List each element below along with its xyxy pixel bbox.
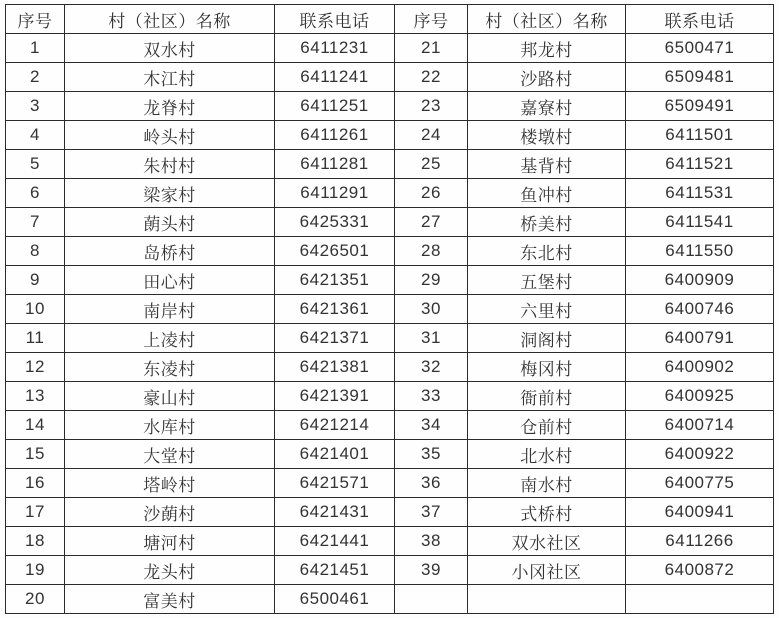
- village-name-cell-left: 豪山村: [65, 382, 275, 411]
- serial-cell-left: 14: [6, 411, 65, 440]
- phone-cell-right: 6500471: [626, 34, 774, 63]
- village-name-cell-right: 五堡村: [468, 266, 626, 295]
- village-name-cell-right: 仓前村: [468, 411, 626, 440]
- phone-cell-left: 6411261: [275, 121, 395, 150]
- village-name-cell-right: 南水村: [468, 469, 626, 498]
- village-name-cell-right: 梅冈村: [468, 353, 626, 382]
- serial-cell-right: 34: [395, 411, 468, 440]
- phone-cell-left: 6411281: [275, 150, 395, 179]
- phone-cell-left: 6500461: [275, 585, 395, 614]
- serial-cell-right: 24: [395, 121, 468, 150]
- phone-cell-left: 6411251: [275, 92, 395, 121]
- village-name-cell-left: 上凌村: [65, 324, 275, 353]
- phone-cell-left: 6421571: [275, 469, 395, 498]
- phone-cell-left: 6411241: [275, 63, 395, 92]
- phone-cell-right: 6411521: [626, 150, 774, 179]
- table-row: [6, 585, 774, 614]
- table-row: [6, 295, 774, 324]
- village-name-cell-left: 梁家村: [65, 179, 275, 208]
- table-row: [6, 179, 774, 208]
- table-row: [6, 324, 774, 353]
- serial-cell-left: 16: [6, 469, 65, 498]
- phone-cell-right: [626, 585, 774, 614]
- village-name-cell-right: 双水社区: [468, 527, 626, 556]
- serial-cell-right: 28: [395, 237, 468, 266]
- serial-cell-right: 36: [395, 469, 468, 498]
- serial-cell-left: 12: [6, 353, 65, 382]
- phone-cell-left: 6421451: [275, 556, 395, 585]
- village-name-cell-left: 龙头村: [65, 556, 275, 585]
- village-name-cell-right: 沙路村: [468, 63, 626, 92]
- serial-cell-left: 13: [6, 382, 65, 411]
- phone-cell-right: 6509491: [626, 92, 774, 121]
- phone-cell-right: 6400925: [626, 382, 774, 411]
- village-name-cell-left: 木江村: [65, 63, 275, 92]
- serial-cell-left: 19: [6, 556, 65, 585]
- village-name-cell-left: 富美村: [65, 585, 275, 614]
- table-row: [6, 411, 774, 440]
- phone-cell-right: 6411550: [626, 237, 774, 266]
- village-name-cell-right: 东北村: [468, 237, 626, 266]
- village-name-cell-right: 基背村: [468, 150, 626, 179]
- table-row: [6, 208, 774, 237]
- phone-cell-left: 6421441: [275, 527, 395, 556]
- phone-cell-right: 6400714: [626, 411, 774, 440]
- serial-cell-left: 4: [6, 121, 65, 150]
- village-name-cell-right: 北水村: [468, 440, 626, 469]
- village-name-cell-right: 小冈社区: [468, 556, 626, 585]
- serial-cell-left: 9: [6, 266, 65, 295]
- col-header-phone-right: 联系电话: [626, 5, 774, 34]
- table-row: [6, 92, 774, 121]
- col-header-serial-left: 序号: [6, 5, 65, 34]
- serial-cell-right: 33: [395, 382, 468, 411]
- serial-cell-left: 17: [6, 498, 65, 527]
- col-header-phone-left: 联系电话: [275, 5, 395, 34]
- serial-cell-left: 3: [6, 92, 65, 121]
- col-header-name-right: 村（社区）名称: [468, 5, 626, 34]
- phone-cell-right: 6400941: [626, 498, 774, 527]
- phone-cell-left: 6421401: [275, 440, 395, 469]
- village-name-cell-right: 洞阁村: [468, 324, 626, 353]
- phone-cell-left: 6411231: [275, 34, 395, 63]
- village-name-cell-right: 嘉寮村: [468, 92, 626, 121]
- village-name-cell-left: 岛桥村: [65, 237, 275, 266]
- phone-cell-right: 6400791: [626, 324, 774, 353]
- serial-cell-right: 37: [395, 498, 468, 527]
- village-name-cell-left: 龙脊村: [65, 92, 275, 121]
- phone-cell-left: 6421381: [275, 353, 395, 382]
- col-header-serial-right: 序号: [395, 5, 468, 34]
- village-name-cell-left: 朱村村: [65, 150, 275, 179]
- village-name-cell-left: 蓢头村: [65, 208, 275, 237]
- phone-cell-right: 6400775: [626, 469, 774, 498]
- phone-cell-right: 6400872: [626, 556, 774, 585]
- village-name-cell-right: 楼墩村: [468, 121, 626, 150]
- phone-cell-left: 6411291: [275, 179, 395, 208]
- village-name-cell-right: 六里村: [468, 295, 626, 324]
- serial-cell-left: 1: [6, 34, 65, 63]
- village-name-cell-right: 衙前村: [468, 382, 626, 411]
- village-name-cell-right: 邦龙村: [468, 34, 626, 63]
- table-row: [6, 34, 774, 63]
- phone-cell-right: 6400922: [626, 440, 774, 469]
- village-name-cell-left: 南岸村: [65, 295, 275, 324]
- table-row: [6, 382, 774, 411]
- phone-cell-right: 6400902: [626, 353, 774, 382]
- table-row: [6, 527, 774, 556]
- serial-cell-left: 11: [6, 324, 65, 353]
- serial-cell-right: 23: [395, 92, 468, 121]
- table-row: [6, 237, 774, 266]
- table-row: [6, 63, 774, 92]
- village-name-cell-right: 鱼冲村: [468, 179, 626, 208]
- serial-cell-right: 35: [395, 440, 468, 469]
- village-name-cell-left: 大堂村: [65, 440, 275, 469]
- serial-cell-left: 8: [6, 237, 65, 266]
- village-name-cell-right: [468, 585, 626, 614]
- serial-cell-right: 25: [395, 150, 468, 179]
- phone-cell-right: 6400746: [626, 295, 774, 324]
- header-row: [6, 5, 774, 34]
- serial-cell-right: 38: [395, 527, 468, 556]
- serial-cell-right: 27: [395, 208, 468, 237]
- table-row: [6, 353, 774, 382]
- phone-cell-right: 6411531: [626, 179, 774, 208]
- phone-cell-left: 6425331: [275, 208, 395, 237]
- phone-cell-left: 6421431: [275, 498, 395, 527]
- serial-cell-right: [395, 585, 468, 614]
- serial-cell-left: 6: [6, 179, 65, 208]
- table-row: [6, 440, 774, 469]
- village-name-cell-left: 田心村: [65, 266, 275, 295]
- village-name-cell-left: 水库村: [65, 411, 275, 440]
- serial-cell-left: 15: [6, 440, 65, 469]
- phone-cell-left: 6421361: [275, 295, 395, 324]
- table-row: [6, 266, 774, 295]
- village-name-cell-left: 沙蓢村: [65, 498, 275, 527]
- serial-cell-left: 10: [6, 295, 65, 324]
- phone-cell-right: 6411266: [626, 527, 774, 556]
- table-row: [6, 498, 774, 527]
- table-row: [6, 556, 774, 585]
- serial-cell-right: 30: [395, 295, 468, 324]
- village-name-cell-left: 塘河村: [65, 527, 275, 556]
- phone-cell-left: 6421351: [275, 266, 395, 295]
- village-name-cell-left: 岭头村: [65, 121, 275, 150]
- phone-cell-right: 6400909: [626, 266, 774, 295]
- table-row: [6, 150, 774, 179]
- serial-cell-right: 32: [395, 353, 468, 382]
- village-name-cell-left: 塔岭村: [65, 469, 275, 498]
- serial-cell-right: 22: [395, 63, 468, 92]
- village-name-cell-right: 式桥村: [468, 498, 626, 527]
- serial-cell-right: 31: [395, 324, 468, 353]
- serial-cell-left: 7: [6, 208, 65, 237]
- table-row: [6, 121, 774, 150]
- phone-cell-left: 6421371: [275, 324, 395, 353]
- serial-cell-left: 5: [6, 150, 65, 179]
- serial-cell-left: 18: [6, 527, 65, 556]
- village-name-cell-left: 东凌村: [65, 353, 275, 382]
- serial-cell-left: 20: [6, 585, 65, 614]
- serial-cell-right: 26: [395, 179, 468, 208]
- phone-cell-left: 6421391: [275, 382, 395, 411]
- phone-cell-right: 6411501: [626, 121, 774, 150]
- serial-cell-right: 21: [395, 34, 468, 63]
- village-name-cell-left: 双水村: [65, 34, 275, 63]
- serial-cell-right: 29: [395, 266, 468, 295]
- phone-cell-right: 6411541: [626, 208, 774, 237]
- phone-cell-right: 6509481: [626, 63, 774, 92]
- village-name-cell-right: 桥美村: [468, 208, 626, 237]
- phone-cell-left: 6421214: [275, 411, 395, 440]
- col-header-name-left: 村（社区）名称: [65, 5, 275, 34]
- village-contact-table: [5, 4, 774, 614]
- phone-cell-left: 6426501: [275, 237, 395, 266]
- serial-cell-left: 2: [6, 63, 65, 92]
- serial-cell-right: 39: [395, 556, 468, 585]
- table-row: [6, 469, 774, 498]
